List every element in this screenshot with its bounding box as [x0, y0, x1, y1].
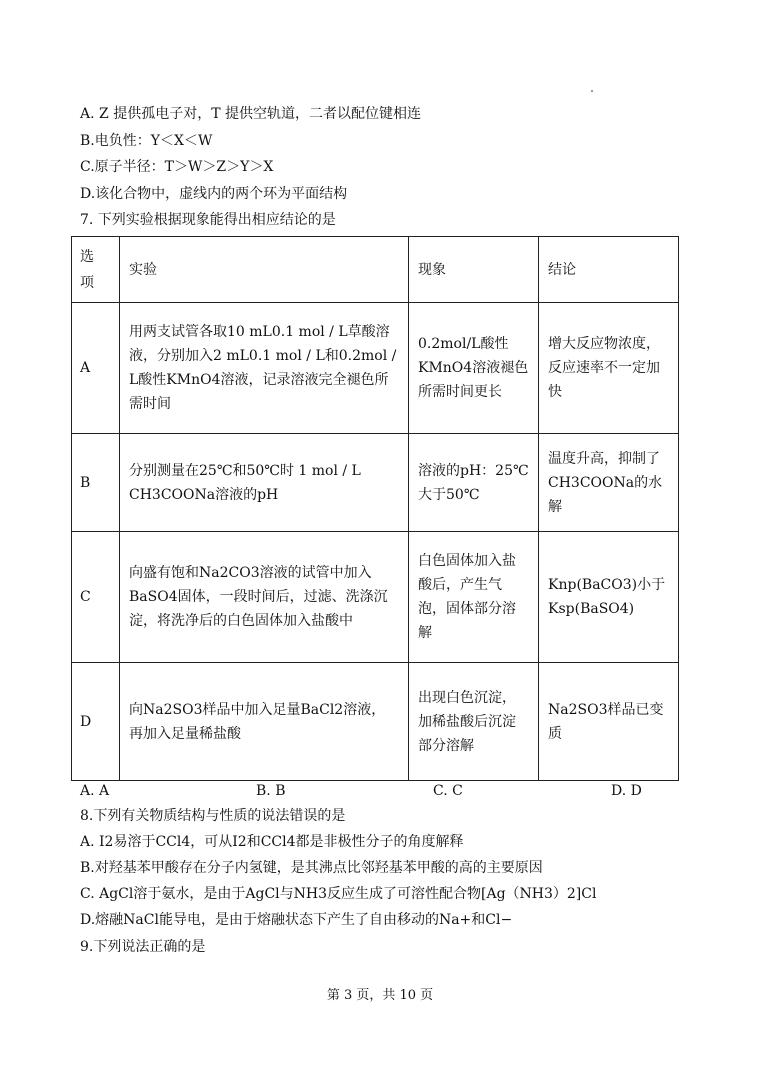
q7-choice-a: A. A — [80, 783, 110, 799]
row-option: C — [72, 532, 120, 663]
q8-option-b: B.对羟基苯甲酸存在分子内氢键，是其沸点比邻羟基苯甲酸的高的主要原因 — [80, 860, 543, 876]
row-option: A — [72, 303, 120, 434]
row-option: D — [72, 663, 120, 781]
row-experiment — [120, 434, 409, 532]
conclusion-text: Knp(BaCO3)小于Ksp(BaSO4) — [548, 577, 666, 617]
row-conclusion — [539, 532, 679, 663]
row-experiment — [120, 532, 409, 663]
q6-option-a: A. Z 提供孤电子对，T 提供空轨道，二者以配位键相连 — [80, 106, 421, 122]
q7-stem: 7. 下列实验根据现象能得出相应结论的是 — [80, 212, 336, 228]
header-phenomenon: 现象 — [409, 237, 539, 303]
experiment-text: 向盛有饱和Na2CO3溶液的试管中加入BaSO4固体，一段时间后，过滤、洗涤沉淀，将洗净后的白色固体加入盐酸中 — [129, 565, 388, 629]
q7-choice-d: D. D — [611, 783, 642, 799]
experiment-text: 用两支试管各取10 mL0.1 mol / L草酸溶液，分别加入2 mL0.1 mol / L和0.2mol / L酸性KMnO4溶液，记录溶液完全褪色所需时间 — [129, 324, 397, 412]
header-conclusion: 结论 — [539, 237, 679, 303]
row-conclusion — [539, 434, 679, 532]
table-row — [72, 434, 679, 532]
conclusion-text: 温度升高，抑制了CH3COONa的水解 — [548, 450, 663, 515]
q6-option-d: D.该化合物中，虚线内的两个环为平面结构 — [80, 186, 348, 202]
row-conclusion — [539, 663, 679, 781]
phenomenon-text: 白色固体加入盐酸后，产生气泡，固体部分溶解 — [418, 553, 516, 641]
q8-option-a: A. I2易溶于CCl4，可从I2和CCl4都是非极性分子的角度解释 — [80, 834, 464, 850]
scan-dot — [591, 90, 593, 92]
row-phenomenon — [409, 663, 539, 781]
q8-option-c: C. AgCl溶于氨水，是由于AgCl与NH3反应生成了可溶性配合物[Ag（NH3）2]Cl — [80, 886, 597, 902]
header-experiment: 实验 — [120, 237, 409, 303]
header-option: 选项 — [72, 237, 120, 303]
table-header-row — [72, 237, 679, 303]
phenomenon-text: 溶液的pH：25℃大于50℃ — [418, 462, 529, 503]
page-footer: 第 3 页，共 10 页 — [326, 988, 434, 1003]
experiment-text: 向Na2SO3样品中加入足量BaCl2溶液，再加入足量稀盐酸 — [129, 701, 386, 742]
row-experiment — [120, 663, 409, 781]
row-conclusion — [539, 303, 679, 434]
row-experiment — [120, 303, 409, 434]
q9-stem: 9.下列说法正确的是 — [80, 939, 206, 955]
row-phenomenon — [409, 532, 539, 663]
row-phenomenon — [409, 303, 539, 434]
phenomenon-text: 出现白色沉淀，加稀盐酸后沉淀部分溶解 — [418, 689, 516, 754]
q6-option-b: B.电负性：Y＜X＜W — [80, 133, 213, 149]
conclusion-text: 增大反应物浓度，反应速率不一定加快 — [548, 336, 660, 400]
table-row — [72, 303, 679, 434]
table-row — [72, 663, 679, 781]
q7-choice-b: B. B — [256, 783, 286, 799]
row-option: B — [72, 434, 120, 532]
q8-stem: 8.下列有关物质结构与性质的说法错误的是 — [80, 808, 346, 824]
experiment-text: 分别测量在25℃和50℃时 1 mol / L CH3COONa溶液的pH — [129, 462, 361, 503]
row-phenomenon — [409, 434, 539, 532]
phenomenon-text: 0.2mol/L酸性KMnO4溶液褪色所需时间更长 — [418, 336, 529, 400]
q6-option-c: C.原子半径：T＞W＞Z＞Y＞X — [80, 159, 274, 175]
conclusion-text: Na2SO3样品已变质 — [548, 701, 664, 742]
q7-table — [71, 236, 679, 781]
table-row — [72, 532, 679, 663]
q8-option-d: D.熔融NaCl能导电，是由于熔融状态下产生了自由移动的Na+和Cl− — [80, 912, 513, 928]
q7-choice-c: C. C — [433, 783, 463, 799]
